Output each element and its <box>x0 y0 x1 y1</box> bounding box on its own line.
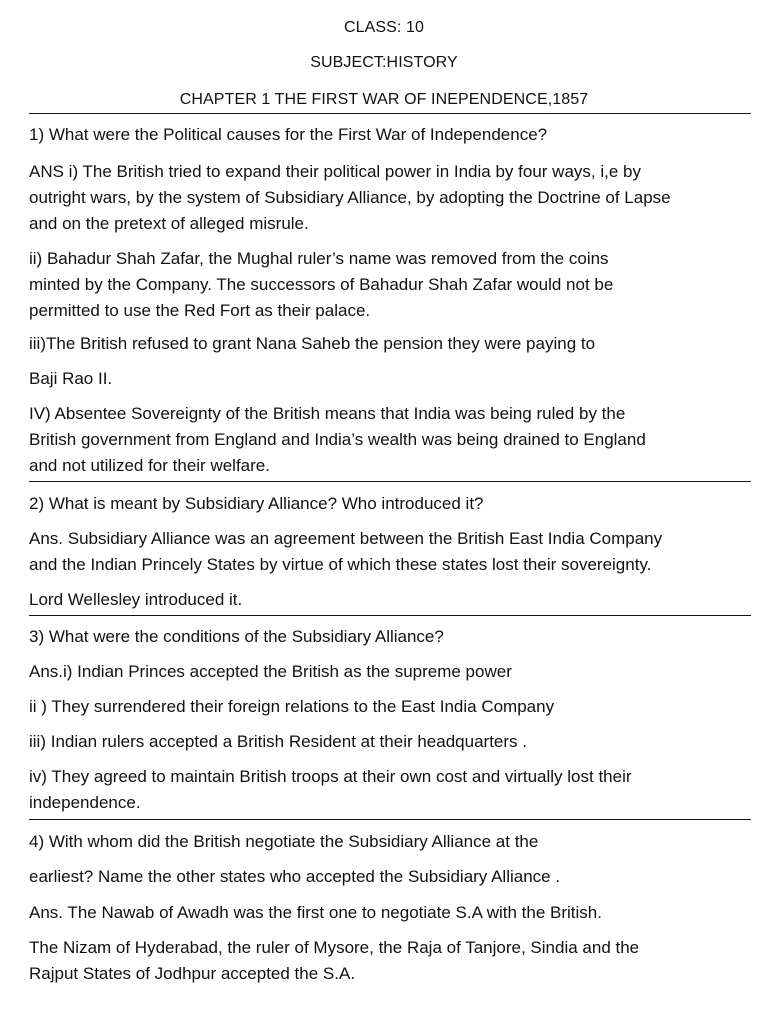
subject-label: SUBJECT:HISTORY <box>310 54 458 71</box>
question-1: 1) What were the Political causes for the First War of Independence? <box>29 125 548 144</box>
answer-2-2: Lord Wellesley introduced it. <box>29 590 243 609</box>
question-4: 4) With whom did the British negotiate the Subsidiary Alliance at the <box>29 832 539 851</box>
answer-3-3: iii) Indian rulers accepted a British Resident at their headquarters . <box>29 732 527 751</box>
divider <box>29 113 751 114</box>
answer-1-2: ii) Bahadur Shah Zafar, the Mughal ruler’s name was removed from the coins minted by the Company. The successors of Bahadur Shah Zafar would not be permitted to use the Red Fort as their palace. <box>29 249 614 320</box>
answer-4-2: Ans. The Nawab of Awadh was the first one to negotiate S.A with the British. <box>29 903 602 922</box>
divider <box>29 481 751 482</box>
answer-1-5: IV) Absentee Sovereignty of the British means that India was being ruled by the British government from England and India’s wealth was being drained to England and not utilized for their welfare. <box>29 404 646 475</box>
divider <box>29 819 751 820</box>
answer-1-4: Baji Rao II. <box>29 369 113 388</box>
answer-3-4: iv) They agreed to maintain British troops at their own cost and virtually lost their independence. <box>29 767 632 812</box>
class-label: CLASS: 10 <box>343 19 425 36</box>
chapter-title: CHAPTER 1 THE FIRST WAR OF INEPENDENCE,1857 <box>179 91 589 108</box>
answer-4-1: earliest? Name the other states who accepted the Subsidiary Alliance . <box>29 867 561 886</box>
answer-3-2: ii ) They surrendered their foreign relations to the East India Company <box>29 697 555 716</box>
answer-1-1: ANS i) The British tried to expand their political power in India by four ways, i,e by outright wars, by the system of Subsidiary Alliance, by adopting the Doctrine of Lapse and on the pretext of alleged misrule. <box>29 162 671 233</box>
answer-2-1: Ans. Subsidiary Alliance was an agreement between the British East India Company and the Indian Princely States by virtue of which these states lost their sovereignty. <box>29 529 663 574</box>
question-2: 2) What is meant by Subsidiary Alliance? Who introduced it? <box>29 494 484 513</box>
divider <box>29 615 751 616</box>
answer-4-3: The Nizam of Hyderabad, the ruler of Mysore, the Raja of Tanjore, Sindia and the Rajput States of Jodhpur accepted the S.A. <box>29 938 640 983</box>
answer-1-3: iii)The British refused to grant Nana Saheb the pension they were paying to <box>29 334 596 353</box>
question-3: 3) What were the conditions of the Subsidiary Alliance? <box>29 627 444 646</box>
answer-3-1: Ans.i) Indian Princes accepted the British as the supreme power <box>29 662 512 681</box>
